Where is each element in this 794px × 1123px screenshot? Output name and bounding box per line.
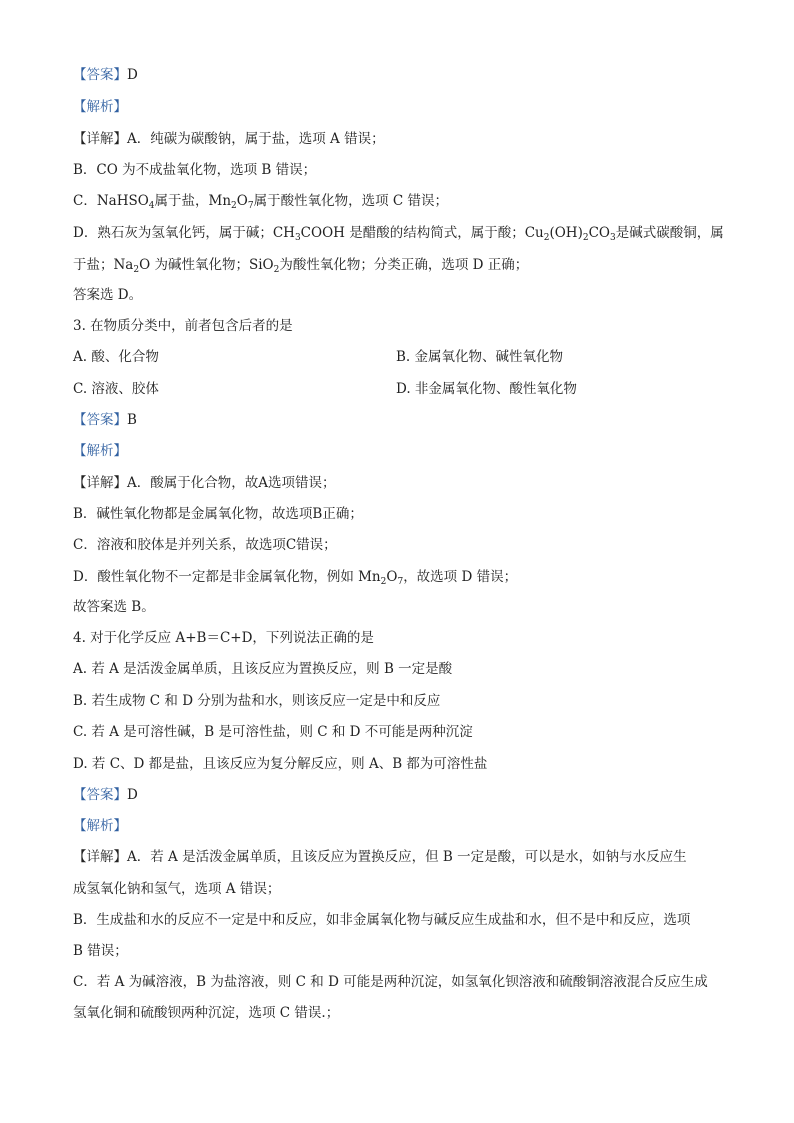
explanation-line: D．酸性氧化物不一定都是非金属氧化物，例如 $Mn_2O_7$，故选项 D 错误； [73,569,518,587]
explanation-line: 于盐；$Na_2O$ 为碱性氧化物；SiO$_2$为酸性氧化物；分类正确，选项 D 正确； [73,257,529,275]
answer-value: D [127,67,138,83]
explanation-line: B．碱性氧化物都是金属氧化物，故选项B正确； [73,506,363,522]
answer-value: D [127,787,138,803]
conclusion-line: 故答案选 B。 [73,599,155,615]
detail-tag: 【详解】 [73,131,127,147]
explanation-line: C．NaHSO$_4$属于盐，$Mn_2O_7$属于酸性氧化物，选项 C 错误； [73,193,449,211]
analysis-tag: 【解析】 [73,818,127,834]
explanation-line: B．生成盐和水的反应不一定是中和反应，如非金属氧化物与碱反应生成盐和水，但不是中和反应，选项 [73,912,691,928]
analysis-tag: 【解析】 [73,443,127,459]
question-stem: 3. 在物质分类中，前者包含后者的是 [73,318,293,334]
explanation-line: D．熟石灰为氢氧化钙，属于碱；$CH_3COOH$ 是醋酸的结构简式，属于酸；$Cu_2(OH)_2CO_3$是碱式碳酸铜，属 [73,225,724,243]
option-d: D. 若 C、D 都是盐，且该反应为复分解反应，则 A、B 都为可溶性盐 [73,756,488,772]
answer-line [73,786,138,804]
explanation-line: 氢氧化铜和硫酸钡两种沉淀，选项 C 错误.； [73,1005,340,1021]
answer-line [73,66,138,84]
option-b: B. 金属氧化物、碱性氧化物 [396,349,564,365]
option-b: B. 若生成物 C 和 D 分别为盐和水，则该反应一定是中和反应 [73,693,441,709]
explanation-line: C．溶液和胶体是并列关系，故选项C错误； [73,537,337,553]
answer-value: B [127,412,137,428]
option-a: A. 酸、化合物 [73,349,159,365]
detail-tag: 【详解】 [73,849,127,865]
detail-line: 【详解】A．若 A 是活泼金属单质，且该反应为置换反应，但 B 一定是酸，可以是水，如钠与水反应生 [73,849,687,865]
answer-tag: 【答案】 [73,787,127,803]
option-a: A. 若 A 是活泼金属单质，且该反应为置换反应，则 B 一定是酸 [73,661,453,677]
question-stem: 4. 对于化学反应 A+B＝C+D，下列说法正确的是 [73,630,374,646]
option-d: D. 非金属氧化物、酸性氧化物 [396,381,577,397]
explanation-line: B．CO 为不成盐氧化物，选项 B 错误； [73,162,317,178]
answer-line [73,411,137,429]
option-c: C. 若 A 是可溶性碱，B 是可溶性盐，则 C 和 D 不可能是两种沉淀 [73,724,473,740]
detail-line: 【详解】A．酸属于化合物，故A选项错误； [73,475,336,491]
answer-tag: 【答案】 [73,67,127,83]
explanation-line: 成氢氧化钠和氢气，选项 A 错误； [73,881,281,897]
analysis-tag: 【解析】 [73,99,127,115]
answer-tag: 【答案】 [73,412,127,428]
explanation-line: C．若 A 为碱溶液，B 为盐溶液，则 C 和 D 可能是两种沉淀，如氢氧化钡溶液和硫酸铜溶液混合反应生成 [73,974,708,990]
conclusion-line: 答案选 D。 [73,287,143,303]
explanation-line: B 错误； [73,943,128,959]
detail-tag: 【详解】 [73,475,127,491]
option-c: C. 溶液、胶体 [73,381,159,397]
detail-line: 【详解】A．纯碳为碳酸钠，属于盐，选项 A 错误； [73,131,385,147]
